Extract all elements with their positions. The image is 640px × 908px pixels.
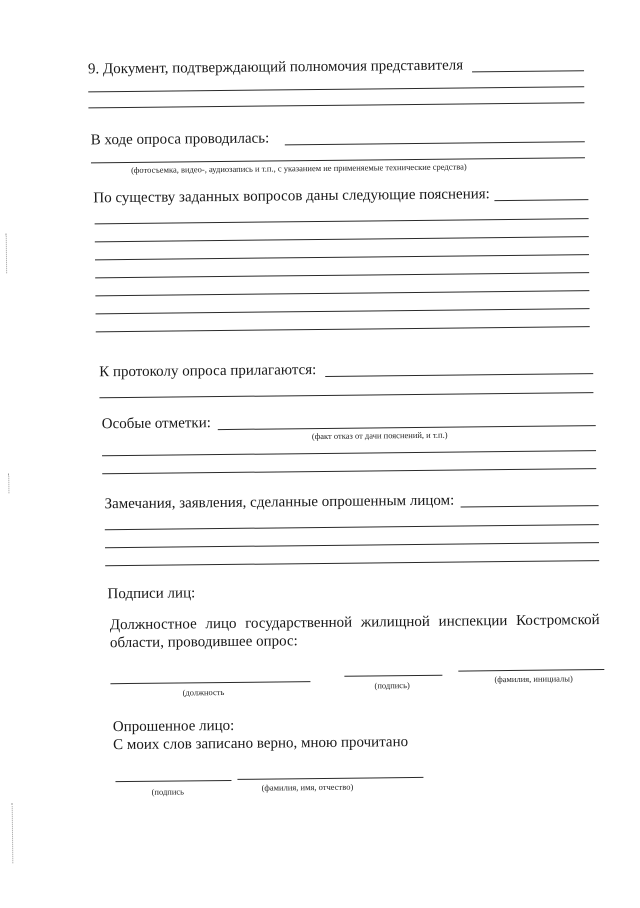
interviewee-label: Опрошенное лицо: (112, 717, 235, 736)
remarks-line[interactable] (105, 542, 599, 548)
item9-label: 9. Документ, подтверждающий полномочия представителя (87, 57, 464, 78)
attachments-label: К протоколу опроса прилагаются: (99, 362, 317, 381)
item9-line[interactable] (88, 102, 584, 108)
scan-edge-marks (8, 473, 11, 493)
explanations-line[interactable] (95, 272, 589, 278)
official-line2: области, проводившее опрос: (109, 633, 298, 652)
explanations-line[interactable] (95, 236, 589, 242)
explanations-label: По существу заданных вопросов даны следующие пояснения: (93, 186, 490, 207)
attachments-line[interactable] (325, 373, 593, 377)
special-marks-label: Особые отметки: (101, 415, 211, 433)
official-line1: Должностное лицо государственной жилищной инспекции Костромской (109, 612, 600, 634)
official-signature-caption: (подпись) (374, 680, 410, 691)
special-marks-line[interactable] (102, 450, 596, 456)
recording-label: В ходе опроса проводилась: (90, 130, 270, 149)
remarks-line[interactable] (461, 505, 599, 507)
interviewee-name-line[interactable] (237, 777, 423, 780)
remarks-line[interactable] (105, 524, 599, 530)
recording-caption: (фотосъемка, видео-, аудиозапись и т.п., с указанием не применяемые технические средства) (131, 161, 467, 175)
remarks-label: Замечания, заявления, сделанные опрошенным лицом: (104, 492, 455, 513)
special-marks-caption: (факт отказ от дачи пояснений, и т.п.) (311, 429, 448, 442)
official-name-line[interactable] (458, 669, 604, 672)
explanations-line[interactable] (96, 308, 590, 314)
explanations-line[interactable] (95, 290, 589, 296)
interviewee-statement: С моих слов записано верно, мною прочитано (112, 734, 409, 754)
explanations-line[interactable] (96, 326, 590, 332)
remarks-line[interactable] (105, 560, 599, 566)
official-signature-line[interactable] (344, 675, 442, 677)
item9-line[interactable] (472, 70, 584, 72)
interviewee-signature-caption: (подпись (151, 786, 185, 797)
official-name-caption: (фамилия, инициалы) (494, 673, 573, 685)
signatures-label: Подписи лиц: (107, 585, 196, 603)
attachments-line[interactable] (99, 392, 593, 398)
scan-edge-marks (6, 233, 9, 273)
explanations-line[interactable] (95, 218, 589, 224)
position-line[interactable] (110, 681, 310, 684)
special-marks-line[interactable] (102, 468, 596, 474)
explanations-line[interactable] (494, 199, 588, 201)
explanations-line[interactable] (95, 254, 589, 260)
interviewee-name-caption: (фамилия, имя, отчество) (261, 781, 354, 793)
position-caption: (должность (182, 687, 225, 698)
recording-line[interactable] (285, 141, 585, 145)
interviewee-signature-line[interactable] (115, 780, 231, 782)
scan-edge-marks (12, 803, 16, 863)
item9-line[interactable] (88, 86, 584, 92)
